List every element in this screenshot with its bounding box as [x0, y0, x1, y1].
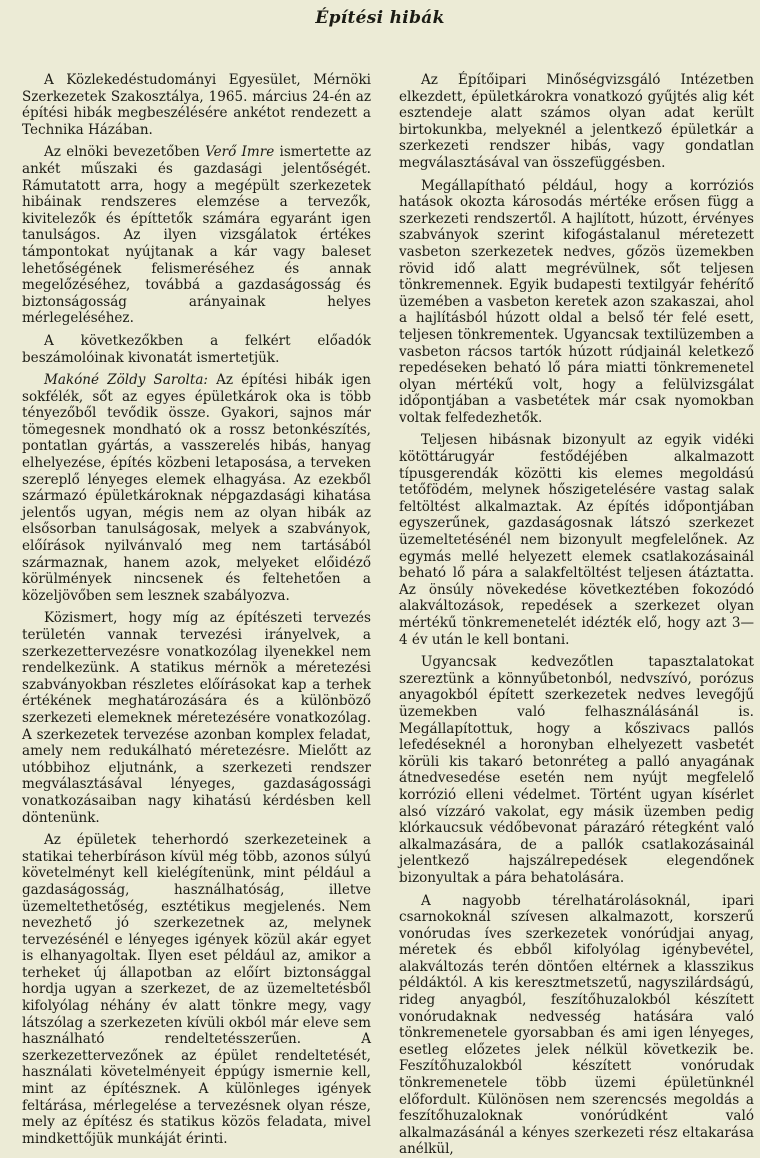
paragraph: A következőkben a felkért előadók beszámolóinak kivonatát ismertetjük. — [22, 333, 371, 366]
paragraph — [22, 144, 371, 327]
paragraph: A Közlekedéstudományi Egyesület, Mérnöki Szerkezetek Szakosztálya, 1965. március 24-én az építési hibák megbeszélésére ankétot rendezett a Technika Házában. — [22, 72, 371, 138]
paragraph-text: ismertette az ankét műszaki és gazdasági jelentőségét. Rámutatott arra, hogy a megépült szerkezetek hibáinak rendszeres elemzése a tervezők, kivitelezők és építtetők számára egyaránt igen tanulságos. Az ilyen vizsgálatok értékes támpontokat nyújtanak a kár vagy baleset lehetőségének felismeréséhez és annak megelőzéséhez, továbbá a gazdaságosság és biztonságosság arányainak helyes mérlegeléséhez. — [22, 144, 371, 326]
article-title: Építési hibák — [0, 8, 760, 28]
person-name: Verő Imre — [205, 144, 274, 160]
left-column — [22, 72, 371, 1147]
paragraph — [22, 372, 371, 604]
paragraph: Teljesen hibásnak bizonyult az egyik vidéki kötöttárugyár festődéjében alkalmazott típusgerendák közötti kis elemes megoldású tetőfödém, melynek hőszigetelésére vastag salak feltöltést alkalmaztak. Az építés időpontjában egyszerűnek, gazdaságosnak látszó szerkezet üzemeltetésénél nem bizonyult megfelelőnek. Az egymás mellé helyezett elemek csatlakozásainál beható lő pára a salakfeltöltést teljesen átáztatta. Az önsúly növekedése következtében fokozódó alakváltozások, repedések a szerkezet olyan mértékű tönkremenetelét idézték elő, hogy azt 3—4 év után le kell bontani. — [399, 432, 754, 648]
paragraph: A nagyobb térelhatárolásoknál, ipari csarnokoknál szívesen alkalmazott, korszerű vonórudas íves szerkezetek vonórúdjai anyag, méretek és ebből kifolyólag igénybevétel, alakváltozás terén döntően eltérnek a klasszikus példáktól. A kis keresztmetszetű, nagyszilárdságú, rideg anyagból, feszítőhuzalokból készített vonórudaknak nedvesség hatására való tönkremenetele gyorsabban és ami igen lényeges, esetleg előzetes jelek nélkül következik be. Feszítőhuzalokból készített vonórudak tönkremenetele több üzemi épületünknél előfordult. Különösen nem szerencsés megoldás a feszítőhuzaloknak vonórúdként való alkalmazásánál a kényes szerkezeti rész eltakarása anélkül, — [399, 893, 754, 1158]
paragraph: Megállapítható például, hogy a korróziós hatások okozta károsodás mértéke erősen függ a szerkezeti rendszertől. A hajlított, húzott, érvényes szabványok szerint kifogástalanul méretezett vasbeton szerkezetek nedves, gőzös üzemekben rövid idő alatt megrévülnek, sőt teljesen tönkremennek. Egyik budapesti textilgyár fehérítő üzemében a vasbeton keretek azon szakaszai, ahol a hajlításból húzott oldal a belső tér felé esett, teljesen tönkrementek. Ugyancsak textilüzemben a vasbeton rácsos tartók húzott rúdjainál keletkező repedéseken beható lő pára miatti tönkremenetel olyan mértékű volt, hogy a felülvizsgálat időpontjában a vasbetétek már csak nyomokban voltak felfedezhetők. — [399, 178, 754, 427]
right-column — [399, 72, 754, 1158]
paragraph: Ugyancsak kedvezőtlen tapasztalatokat szereztünk a könnyűbetonból, nedvszívó, porózus anyagokból épített szerkezetek nedves levegőjű üzemekben való felhasználásánál is. Megállapítottuk, hogy a kőszivacs pallós lefedéseknél a horonyban elhelyezett vasbetét körüli kis takaró betonréteg a palló anyagának átnedvesedése esetén nem nyújt megfelelő korrózió elleni védelmet. Történt ugyan kísérlet alsó vízzáró vakolat, egy másik üzemben pedig klórkaucsuk védőbevonat párazáró rétegként való alkalmazására, de a pallók csatlakozásainál jelentkező hajszálrepedések elegendőnek bizonyultak a pára behatolására. — [399, 654, 754, 886]
paragraph-text: Az elnöki bevezetőben — [44, 144, 200, 160]
paragraph: Az Építőipari Minőségvizsgáló Intézetben elkezdett, épületkárokra vonatkozó gyűjtés alig két esztendeje alatt számos olyan adat került birtokunkba, melyeknél a jelentkező épületkár a szerkezeti rendszer hibás, vagy gondatlan megválasztásával van összefüggésben. — [399, 72, 754, 172]
paragraph: Közismert, hogy míg az építészeti tervezés területén vannak tervezési irányelvek, a szerkezettervezésre vonatkozólag ilyenekkel nem rendelkezünk. A statikus mérnök a méretezési szabványokban részletes előírásokat kap a terhek értékének meghatározására és a különböző szerkezeti elemeknek méretezésére vonatkozólag. A szerkezetek tervezése azonban komplex feladat, amely nem redukálható méretezésre. Mielőtt az utóbbihoz eljutnánk, a szerkezeti rendszer megválasztásával lényeges, gazdaságossági vonatkozásaiban nagy kihatású kérdésben kell döntenünk. — [22, 610, 371, 826]
speaker-name: Makóné Zöldy Sarolta: — [44, 372, 208, 388]
paragraph-text: Az építési hibák igen sokfélék, sőt az egyes épületkárok oka is több tényezőből tevődik össze. Gyakori, sajnos már tömegesnek mondható ok a rossz betonkészítés, pontatlan gyártás, a vasszerelés hibás, hanyag elhelyezése, építés közbeni letaposása, a terveken szereplő lényeges elemek elhagyása. Az ezekből származó épületkároknak népgazdasági kihatása jelentős ugyan, mégis nem az olyan hibák az elsősorban tanulságosak, melyek a szabványok, előírások nyilvánvaló meg nem tartásából származnak, hanem azok, melyeket előidéző körülmények nincsenek és feltehetően a közeljövőben sem lesznek szabályozva. — [22, 372, 371, 604]
paragraph: Az épületek teherhordó szerkezeteinek a statikai teherbíráson kívül még több, azonos súlyú követelményt kell kielégítenünk, mint például a gazdaságosság, használhatóság, illetve üzemeltethetőség, esztétikus megjelenés. Nem nevezhető jó szerkezetnek az, melynek tervezésénél e lényeges igények közül akár egyet is elhanyagoltak. Ilyen eset például az, amikor a terheket új állapotban az előírt biztonsággal hordja ugyan a szerkezet, de az üzemeltetésből kifolyólag néhány év alatt tönkre megy, vagy látszólag a szerkezeten kívüli okból már eleve sem használható rendeltetésszerűen. A szerkezettervezőnek az épület rendeltetését, használati követelményeit éppúgy ismernie kell, mint az építésznek. A különleges igények feltárása, mérlegelése a tervezésnek olyan része, mely az építész és statikus közös feladata, mivel mindkettőjük munkáját érinti. — [22, 832, 371, 1147]
